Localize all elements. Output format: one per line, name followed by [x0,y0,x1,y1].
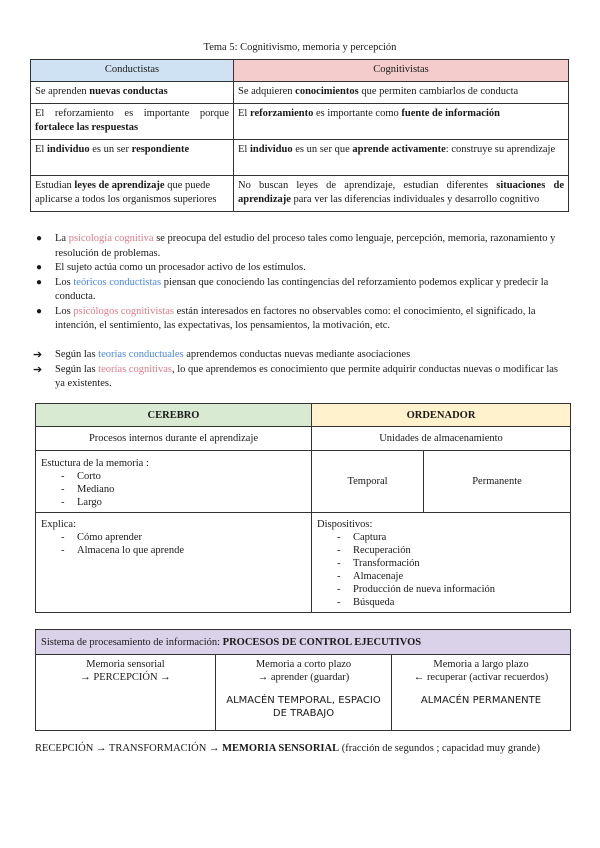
bullet-icon: ● [36,276,43,288]
sensory-memory-cell: Memoria sensorial → PERCEPCIÓN → [36,655,216,731]
comparison-table [30,59,569,212]
arrow-right-icon: ➔ [33,349,43,361]
table-cell: Se adquieren conocimientos que permiten cambiarlos de conducta [234,82,569,104]
table-cell: Se aprenden nuevas conductas [31,82,234,104]
table-cell: El reforzamiento es importante porque fortalece las respuestas [31,104,234,140]
table-cell: Permanente [424,451,571,513]
list-item: ● Los psicólogos cognitivistas están interesados en factores no observables como: el conocimiento, el significado, la intención, el sentimiento, las expectativas, los pensamientos, la motivación, etc. [36,305,536,331]
devices-cell: Dispositivos: - Captura - Recuperación - Transformación - Almacenaje - Producción de nueva información - Búsqueda [312,513,571,613]
header-cerebro: CEREBRO [36,404,312,427]
table-cell: Unidades de almacenamiento [312,427,571,451]
list-item: ➔ Según las teorías cognitivas, lo que aprendemos es conocimiento que permite adquirir conductas nuevas o modificar las ya existentes. [33,363,558,389]
processing-header: Sistema de procesamiento de información: PROCESOS DE CONTROL EJECUTIVOS [36,630,571,655]
processing-table [35,629,571,731]
table-cell: Procesos internos durante el aprendizaje [36,427,312,451]
long-term-memory-cell: Memoria a largo plazo ← recuperar (activar recuerdos) ALMACÉN PERMANENTE [392,655,571,731]
bullet-icon: ● [36,262,43,273]
bullet-list [33,232,568,334]
header-cognitivistas: Cognitivistas [234,60,569,82]
list-item: ● El sujeto actúa como un procesador activo de los estímulos. [33,261,568,276]
explains-cell: Explica: - Cómo aprender - Almacena lo que aprende [36,513,312,613]
header-conductistas: Conductistas [31,60,234,82]
table-cell: No buscan leyes de aprendizaje, estudian diferentes situaciones de aprendizaje para ver las diferencias individuales y desarrollo cognitivo [234,176,569,212]
short-term-memory-cell: Memoria a corto plazo → aprender (guardar) ALMACÉN TEMPORAL, ESPACIO DE TRABAJO [216,655,392,731]
brain-computer-table [35,403,571,613]
page-title: Tema 5: Cognitivismo, memoria y percepción [203,42,397,53]
table-cell: El individuo es un ser respondiente [31,140,234,176]
list-item: ● Los teóricos conductistas piensan que conociendo las contingencias del reforzamiento podemos explicar y predecir la conducta. [36,276,549,302]
list-item: ● La psicología cognitiva se preocupa del estudio del proceso tales como lenguaje, percepción, memoria, razonamiento y resolución de problemas. [36,233,556,259]
footer-line: RECEPCIÓN → TRANSFORMACIÓN → MEMORIA SENSORIAL (fracción de segundos ; capacidad muy grande) [35,743,540,754]
arrow-right-icon: ➔ [33,363,43,376]
table-cell: El reforzamiento es importante como fuente de información [234,104,569,140]
table-cell: El individuo es un ser que aprende activamente: construye su aprendizaje [234,140,569,176]
header-ordenador: ORDENADOR [312,404,571,427]
table-cell: Temporal [312,451,424,513]
memory-structure-cell: Estuctura de la memoria : - Corto - Mediano - Largo [36,451,312,513]
bullet-icon: ● [36,233,43,244]
list-item: ➔ Según las teorías conductuales aprendemos conductas nuevas mediante asociaciones [33,349,411,361]
bullet-icon: ● [36,305,43,317]
arrow-list [33,348,568,392]
table-cell: Estudian leyes de aprendizaje que puede aplicarse a todos los organismos superiores [31,176,234,212]
